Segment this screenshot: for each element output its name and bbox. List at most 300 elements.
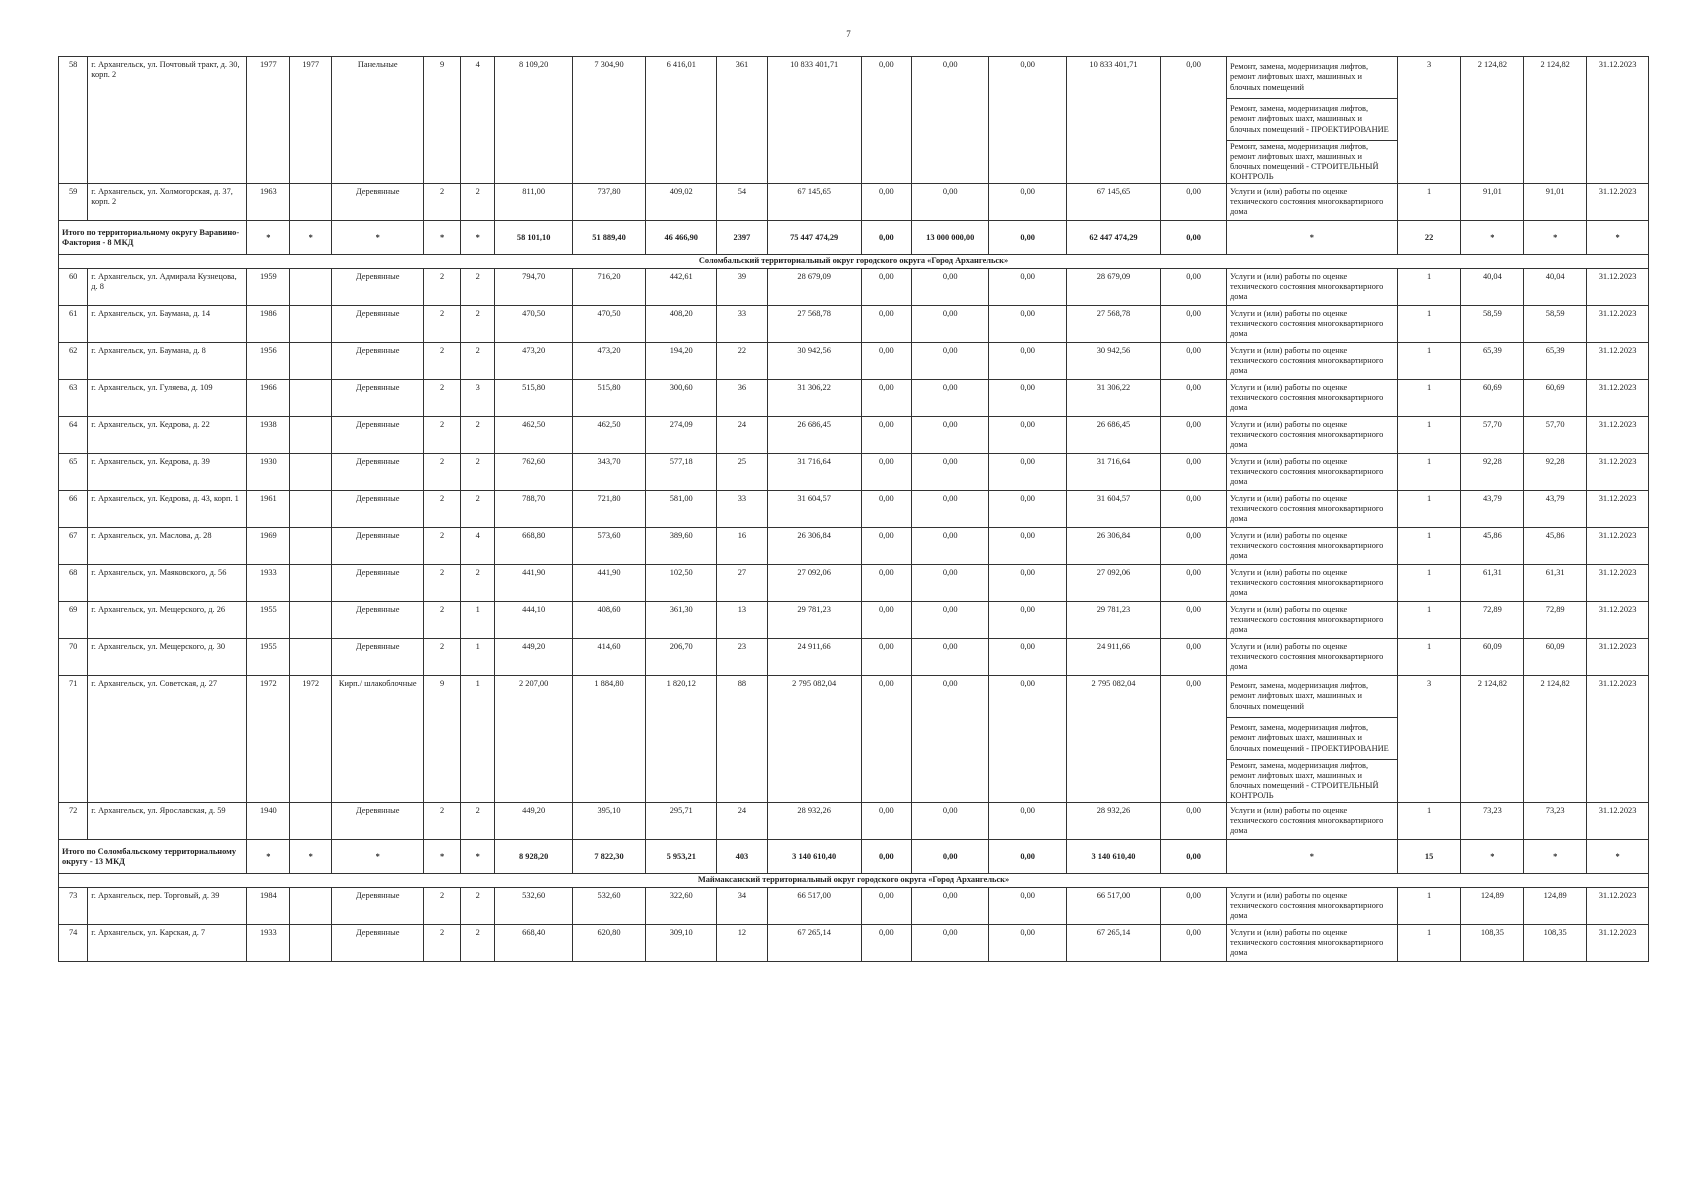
- cost-total-cell: 29 781,23: [767, 602, 861, 639]
- star-placeholder: *: [1587, 840, 1649, 874]
- fund-fed-cell: 0,00: [861, 454, 911, 491]
- year-built-cell: 1986: [247, 306, 290, 343]
- work-count-cell: 1: [1397, 528, 1461, 565]
- fund-fed-cell: 0,00: [861, 491, 911, 528]
- fund-own-cell: 24 911,66: [1066, 639, 1160, 676]
- entrances-cell: 2: [460, 803, 495, 840]
- wall-material-cell: Деревянные: [332, 803, 424, 840]
- year-built-cell: 1959: [247, 269, 290, 306]
- address-cell: г. Архангельск, ул. Мещерского, д. 30: [88, 639, 247, 676]
- area-total-cell: 668,40: [495, 925, 572, 962]
- capital-repair-register-table: [58, 56, 1649, 962]
- work-count-cell: 1: [1397, 565, 1461, 602]
- work-count-cell: 1: [1397, 306, 1461, 343]
- table-row: [59, 676, 1649, 803]
- work-type-item: Услуги и (или) работы по оценке технического состояния многоквартирного дома: [1230, 345, 1384, 376]
- fund-reg-cell: 0,00: [911, 925, 988, 962]
- fund-mun-cell: 0,00: [989, 639, 1066, 676]
- total-cost-total: 3 140 610,40: [767, 840, 861, 874]
- fund-reg-cell: 0,00: [911, 602, 988, 639]
- fund-other-cell: 0,00: [1161, 676, 1227, 803]
- work-count-cell: 1: [1397, 491, 1461, 528]
- fund-own-cell: 28 679,09: [1066, 269, 1160, 306]
- unit-cost-cell: 43,79: [1461, 491, 1524, 528]
- work-count-cell: 1: [1397, 888, 1461, 925]
- area-total-cell: 788,70: [495, 491, 572, 528]
- area-res-cell: 462,50: [572, 417, 645, 454]
- total-fund-reg: 13 000 000,00: [911, 221, 988, 255]
- unit-cost-cell: 45,86: [1461, 528, 1524, 565]
- area-res-cell: 532,60: [572, 888, 645, 925]
- total-work-count: 22: [1397, 221, 1461, 255]
- district-header-row: [59, 255, 1649, 269]
- entrances-cell: 2: [460, 269, 495, 306]
- max-cost-cell: 58,59: [1524, 306, 1587, 343]
- deadline-cell: 31.12.2023: [1587, 602, 1649, 639]
- row-number: 71: [59, 676, 88, 803]
- area-own-cell: 295,71: [646, 803, 717, 840]
- fund-mun-cell: 0,00: [989, 306, 1066, 343]
- residents-cell: 22: [717, 343, 767, 380]
- cost-total-cell: 66 517,00: [767, 888, 861, 925]
- fund-reg-cell: 0,00: [911, 639, 988, 676]
- residents-cell: 54: [717, 184, 767, 221]
- residents-cell: 24: [717, 803, 767, 840]
- work-type-item: Ремонт, замена, модернизация лифтов, ремонт лифтовых шахт, машинных и блочных помещений - СТРОИТЕЛЬНЫЙ КОНТРОЛЬ: [1230, 141, 1379, 182]
- wall-material-cell: Деревянные: [332, 269, 424, 306]
- area-total-cell: 762,60: [495, 454, 572, 491]
- total-area-res: 51 889,40: [572, 221, 645, 255]
- star-placeholder: *: [424, 840, 461, 874]
- area-own-cell: 102,50: [646, 565, 717, 602]
- floors-cell: 2: [424, 269, 461, 306]
- fund-own-cell: 29 781,23: [1066, 602, 1160, 639]
- area-total-cell: 449,20: [495, 639, 572, 676]
- work-type-cell: [1227, 528, 1398, 565]
- work-type-item: Услуги и (или) работы по оценке технического состояния многоквартирного дома: [1230, 382, 1384, 413]
- fund-reg-cell: 0,00: [911, 565, 988, 602]
- fund-own-cell: 27 568,78: [1066, 306, 1160, 343]
- row-number: 64: [59, 417, 88, 454]
- area-res-cell: 473,20: [572, 343, 645, 380]
- max-cost-cell: 2 124,82: [1524, 676, 1587, 803]
- address-cell: г. Архангельск, ул. Мещерского, д. 26: [88, 602, 247, 639]
- year-renovation-cell: [290, 639, 332, 676]
- max-cost-cell: 61,31: [1524, 565, 1587, 602]
- row-number: 67: [59, 528, 88, 565]
- unit-cost-cell: 60,69: [1461, 380, 1524, 417]
- work-type-item: Услуги и (или) работы по оценке технического состояния многоквартирного дома: [1230, 456, 1384, 487]
- area-res-cell: 408,60: [572, 602, 645, 639]
- work-type-item: Услуги и (или) работы по оценке технического состояния многоквартирного дома: [1230, 271, 1384, 302]
- deadline-cell: 31.12.2023: [1587, 639, 1649, 676]
- address-cell: г. Архангельск, ул. Маяковского, д. 56: [88, 565, 247, 602]
- fund-own-cell: 26 686,45: [1066, 417, 1160, 454]
- work-type-item: Ремонт, замена, модернизация лифтов, ремонт лифтовых шахт, машинных и блочных помещений: [1227, 57, 1397, 99]
- cost-total-cell: 28 932,26: [767, 803, 861, 840]
- work-type-item: Ремонт, замена, модернизация лифтов, ремонт лифтовых шахт, машинных и блочных помещений - ПРОЕКТИРОВАНИЕ: [1227, 718, 1397, 760]
- work-type-item: Ремонт, замена, модернизация лифтов, ремонт лифтовых шахт, машинных и блочных помещений: [1227, 676, 1397, 718]
- max-cost-cell: 40,04: [1524, 269, 1587, 306]
- star-placeholder: *: [1524, 221, 1587, 255]
- floors-cell: 9: [424, 57, 461, 184]
- address-cell: г. Архангельск, ул. Карская, д. 7: [88, 925, 247, 962]
- entrances-cell: 2: [460, 565, 495, 602]
- area-res-cell: 1 884,80: [572, 676, 645, 803]
- cost-total-cell: 26 306,84: [767, 528, 861, 565]
- work-type-cell: [1227, 602, 1398, 639]
- unit-cost-cell: 65,39: [1461, 343, 1524, 380]
- area-total-cell: 441,90: [495, 565, 572, 602]
- fund-own-cell: 66 517,00: [1066, 888, 1160, 925]
- work-type-cell: [1227, 888, 1398, 925]
- work-count-cell: 1: [1397, 803, 1461, 840]
- work-type-item: Ремонт, замена, модернизация лифтов, ремонт лифтовых шахт, машинных и блочных помещений - ПРОЕКТИРОВАНИЕ: [1227, 99, 1397, 141]
- area-res-cell: 737,80: [572, 184, 645, 221]
- district-header-row: [59, 874, 1649, 888]
- star-placeholder: *: [332, 840, 424, 874]
- year-renovation-cell: [290, 306, 332, 343]
- work-type-cell: [1227, 454, 1398, 491]
- cost-total-cell: 2 795 082,04: [767, 676, 861, 803]
- table-row: [59, 925, 1649, 962]
- area-own-cell: 322,60: [646, 888, 717, 925]
- work-type-cell: [1227, 676, 1398, 803]
- fund-own-cell: 67 265,14: [1066, 925, 1160, 962]
- fund-fed-cell: 0,00: [861, 343, 911, 380]
- total-area-own: 46 466,90: [646, 221, 717, 255]
- star-placeholder: *: [460, 221, 495, 255]
- star-placeholder: *: [460, 840, 495, 874]
- residents-cell: 25: [717, 454, 767, 491]
- district-total-row: [59, 221, 1649, 255]
- total-fund-own: 62 447 474,29: [1066, 221, 1160, 255]
- area-own-cell: 1 820,12: [646, 676, 717, 803]
- work-count-cell: 1: [1397, 380, 1461, 417]
- area-own-cell: 442,61: [646, 269, 717, 306]
- total-fund-fed: 0,00: [861, 221, 911, 255]
- address-cell: г. Архангельск, ул. Баумана, д. 14: [88, 306, 247, 343]
- max-cost-cell: 60,69: [1524, 380, 1587, 417]
- fund-mun-cell: 0,00: [989, 57, 1066, 184]
- address-cell: г. Архангельск, ул. Советская, д. 27: [88, 676, 247, 803]
- work-type-cell: [1227, 925, 1398, 962]
- year-built-cell: 1961: [247, 491, 290, 528]
- star-placeholder: *: [1227, 221, 1398, 255]
- fund-other-cell: 0,00: [1161, 343, 1227, 380]
- row-number: 73: [59, 888, 88, 925]
- total-work-count: 15: [1397, 840, 1461, 874]
- star-placeholder: *: [332, 221, 424, 255]
- year-renovation-cell: [290, 491, 332, 528]
- address-cell: г. Архангельск, ул. Баумана, д. 8: [88, 343, 247, 380]
- work-count-cell: 1: [1397, 639, 1461, 676]
- wall-material-cell: Деревянные: [332, 565, 424, 602]
- deadline-cell: 31.12.2023: [1587, 306, 1649, 343]
- fund-own-cell: 26 306,84: [1066, 528, 1160, 565]
- fund-reg-cell: 0,00: [911, 528, 988, 565]
- area-own-cell: 409,02: [646, 184, 717, 221]
- year-renovation-cell: [290, 417, 332, 454]
- entrances-cell: 2: [460, 306, 495, 343]
- work-type-cell: [1227, 380, 1398, 417]
- floors-cell: 2: [424, 528, 461, 565]
- year-built-cell: 1969: [247, 528, 290, 565]
- year-built-cell: 1956: [247, 343, 290, 380]
- entrances-cell: 4: [460, 528, 495, 565]
- fund-other-cell: 0,00: [1161, 184, 1227, 221]
- row-number: 63: [59, 380, 88, 417]
- deadline-cell: 31.12.2023: [1587, 57, 1649, 184]
- fund-mun-cell: 0,00: [989, 454, 1066, 491]
- star-placeholder: *: [247, 221, 290, 255]
- address-cell: г. Архангельск, ул. Кедрова, д. 43, корп. 1: [88, 491, 247, 528]
- table-row: [59, 888, 1649, 925]
- fund-reg-cell: 0,00: [911, 57, 988, 184]
- floors-cell: 2: [424, 803, 461, 840]
- area-total-cell: 668,80: [495, 528, 572, 565]
- entrances-cell: 1: [460, 602, 495, 639]
- fund-other-cell: 0,00: [1161, 380, 1227, 417]
- address-cell: г. Архангельск, ул. Кедрова, д. 22: [88, 417, 247, 454]
- deadline-cell: 31.12.2023: [1587, 269, 1649, 306]
- residents-cell: 13: [717, 602, 767, 639]
- table-row: [59, 565, 1649, 602]
- row-number: 59: [59, 184, 88, 221]
- work-type-item: Услуги и (или) работы по оценке технического состояния многоквартирного дома: [1230, 419, 1384, 450]
- area-own-cell: 206,70: [646, 639, 717, 676]
- fund-mun-cell: 0,00: [989, 602, 1066, 639]
- work-type-item: Услуги и (или) работы по оценке технического состояния многоквартирного дома: [1230, 641, 1384, 672]
- fund-mun-cell: 0,00: [989, 380, 1066, 417]
- area-own-cell: 581,00: [646, 491, 717, 528]
- work-type-cell: [1227, 184, 1398, 221]
- max-cost-cell: 73,23: [1524, 803, 1587, 840]
- cost-total-cell: 67 265,14: [767, 925, 861, 962]
- total-area-total: 8 928,20: [495, 840, 572, 874]
- row-number: 74: [59, 925, 88, 962]
- cost-total-cell: 27 092,06: [767, 565, 861, 602]
- fund-other-cell: 0,00: [1161, 528, 1227, 565]
- fund-mun-cell: 0,00: [989, 417, 1066, 454]
- star-placeholder: *: [1227, 840, 1398, 874]
- area-total-cell: 794,70: [495, 269, 572, 306]
- fund-own-cell: 31 604,57: [1066, 491, 1160, 528]
- area-res-cell: 721,80: [572, 491, 645, 528]
- fund-other-cell: 0,00: [1161, 269, 1227, 306]
- area-own-cell: 6 416,01: [646, 57, 717, 184]
- area-res-cell: 515,80: [572, 380, 645, 417]
- area-res-cell: 414,60: [572, 639, 645, 676]
- row-number: 62: [59, 343, 88, 380]
- cost-total-cell: 31 716,64: [767, 454, 861, 491]
- area-own-cell: 309,10: [646, 925, 717, 962]
- fund-own-cell: 31 306,22: [1066, 380, 1160, 417]
- residents-cell: 34: [717, 888, 767, 925]
- fund-mun-cell: 0,00: [989, 269, 1066, 306]
- page-number: 7: [846, 29, 851, 39]
- fund-fed-cell: 0,00: [861, 528, 911, 565]
- fund-mun-cell: 0,00: [989, 925, 1066, 962]
- year-renovation-cell: 1977: [290, 57, 332, 184]
- unit-cost-cell: 60,09: [1461, 639, 1524, 676]
- table-row: [59, 602, 1649, 639]
- total-residents: 403: [717, 840, 767, 874]
- entrances-cell: 2: [460, 417, 495, 454]
- unit-cost-cell: 91,01: [1461, 184, 1524, 221]
- deadline-cell: 31.12.2023: [1587, 888, 1649, 925]
- cost-total-cell: 67 145,65: [767, 184, 861, 221]
- wall-material-cell: Кирп./ шлакоблочные: [332, 676, 424, 803]
- unit-cost-cell: 57,70: [1461, 417, 1524, 454]
- work-type-item: Услуги и (или) работы по оценке технического состояния многоквартирного дома: [1230, 604, 1384, 635]
- area-total-cell: 515,80: [495, 380, 572, 417]
- year-renovation-cell: [290, 269, 332, 306]
- address-cell: г. Архангельск, ул. Кедрова, д. 39: [88, 454, 247, 491]
- floors-cell: 2: [424, 343, 461, 380]
- area-res-cell: 620,80: [572, 925, 645, 962]
- floors-cell: 2: [424, 306, 461, 343]
- year-built-cell: 1933: [247, 565, 290, 602]
- area-res-cell: 395,10: [572, 803, 645, 840]
- deadline-cell: 31.12.2023: [1587, 343, 1649, 380]
- floors-cell: 2: [424, 184, 461, 221]
- year-built-cell: 1955: [247, 602, 290, 639]
- year-built-cell: 1933: [247, 925, 290, 962]
- total-area-total: 58 101,10: [495, 221, 572, 255]
- wall-material-cell: Деревянные: [332, 491, 424, 528]
- fund-own-cell: 28 932,26: [1066, 803, 1160, 840]
- floors-cell: 2: [424, 565, 461, 602]
- year-built-cell: 1938: [247, 417, 290, 454]
- table-row: [59, 803, 1649, 840]
- area-total-cell: 444,10: [495, 602, 572, 639]
- year-renovation-cell: 1972: [290, 676, 332, 803]
- work-type-item: Услуги и (или) работы по оценке технического состояния многоквартирного дома: [1230, 493, 1384, 524]
- entrances-cell: 2: [460, 184, 495, 221]
- year-renovation-cell: [290, 602, 332, 639]
- fund-mun-cell: 0,00: [989, 184, 1066, 221]
- fund-reg-cell: 0,00: [911, 269, 988, 306]
- fund-other-cell: 0,00: [1161, 491, 1227, 528]
- total-fund-mun: 0,00: [989, 221, 1066, 255]
- work-count-cell: 3: [1397, 676, 1461, 803]
- work-count-cell: 1: [1397, 602, 1461, 639]
- unit-cost-cell: 73,23: [1461, 803, 1524, 840]
- year-renovation-cell: [290, 803, 332, 840]
- cost-total-cell: 24 911,66: [767, 639, 861, 676]
- fund-reg-cell: 0,00: [911, 417, 988, 454]
- work-count-cell: 1: [1397, 269, 1461, 306]
- cost-total-cell: 30 942,56: [767, 343, 861, 380]
- max-cost-cell: 45,86: [1524, 528, 1587, 565]
- fund-reg-cell: 0,00: [911, 888, 988, 925]
- total-residents: 2397: [717, 221, 767, 255]
- wall-material-cell: Деревянные: [332, 925, 424, 962]
- fund-other-cell: 0,00: [1161, 417, 1227, 454]
- entrances-cell: 3: [460, 380, 495, 417]
- table-row: [59, 184, 1649, 221]
- floors-cell: 2: [424, 925, 461, 962]
- row-number: 66: [59, 491, 88, 528]
- unit-cost-cell: 2 124,82: [1461, 57, 1524, 184]
- area-own-cell: 408,20: [646, 306, 717, 343]
- fund-reg-cell: 0,00: [911, 676, 988, 803]
- unit-cost-cell: 92,28: [1461, 454, 1524, 491]
- max-cost-cell: 57,70: [1524, 417, 1587, 454]
- max-cost-cell: 124,89: [1524, 888, 1587, 925]
- fund-reg-cell: 0,00: [911, 380, 988, 417]
- fund-other-cell: 0,00: [1161, 454, 1227, 491]
- work-type-item: Услуги и (или) работы по оценке технического состояния многоквартирного дома: [1230, 890, 1384, 921]
- residents-cell: 16: [717, 528, 767, 565]
- area-total-cell: 449,20: [495, 803, 572, 840]
- entrances-cell: 1: [460, 676, 495, 803]
- area-res-cell: 716,20: [572, 269, 645, 306]
- cost-total-cell: 10 833 401,71: [767, 57, 861, 184]
- residents-cell: 33: [717, 491, 767, 528]
- area-res-cell: 441,90: [572, 565, 645, 602]
- year-renovation-cell: [290, 565, 332, 602]
- fund-mun-cell: 0,00: [989, 528, 1066, 565]
- residents-cell: 12: [717, 925, 767, 962]
- area-res-cell: 470,50: [572, 306, 645, 343]
- star-placeholder: *: [1587, 221, 1649, 255]
- area-total-cell: 462,50: [495, 417, 572, 454]
- row-number: 58: [59, 57, 88, 184]
- year-built-cell: 1977: [247, 57, 290, 184]
- area-own-cell: 274,09: [646, 417, 717, 454]
- work-count-cell: 1: [1397, 343, 1461, 380]
- address-cell: г. Архангельск, ул. Почтовый тракт, д. 30, корп. 2: [88, 57, 247, 184]
- max-cost-cell: 2 124,82: [1524, 57, 1587, 184]
- floors-cell: 2: [424, 454, 461, 491]
- star-placeholder: *: [1524, 840, 1587, 874]
- deadline-cell: 31.12.2023: [1587, 565, 1649, 602]
- wall-material-cell: Панельные: [332, 57, 424, 184]
- fund-reg-cell: 0,00: [911, 306, 988, 343]
- fund-other-cell: 0,00: [1161, 306, 1227, 343]
- fund-fed-cell: 0,00: [861, 602, 911, 639]
- row-number: 68: [59, 565, 88, 602]
- table-row: [59, 380, 1649, 417]
- unit-cost-cell: 124,89: [1461, 888, 1524, 925]
- max-cost-cell: 92,28: [1524, 454, 1587, 491]
- max-cost-cell: 91,01: [1524, 184, 1587, 221]
- work-type-cell: [1227, 269, 1398, 306]
- work-count-cell: 1: [1397, 925, 1461, 962]
- wall-material-cell: Деревянные: [332, 184, 424, 221]
- area-own-cell: 577,18: [646, 454, 717, 491]
- fund-own-cell: 10 833 401,71: [1066, 57, 1160, 184]
- floors-cell: 9: [424, 676, 461, 803]
- entrances-cell: 1: [460, 639, 495, 676]
- entrances-cell: 2: [460, 888, 495, 925]
- fund-own-cell: 31 716,64: [1066, 454, 1160, 491]
- total-fund-reg: 0,00: [911, 840, 988, 874]
- deadline-cell: 31.12.2023: [1587, 454, 1649, 491]
- max-cost-cell: 108,35: [1524, 925, 1587, 962]
- year-built-cell: 1972: [247, 676, 290, 803]
- entrances-cell: 2: [460, 491, 495, 528]
- district-total-row: [59, 840, 1649, 874]
- entrances-cell: 2: [460, 454, 495, 491]
- residents-cell: 24: [717, 417, 767, 454]
- year-built-cell: 1963: [247, 184, 290, 221]
- deadline-cell: 31.12.2023: [1587, 528, 1649, 565]
- fund-fed-cell: 0,00: [861, 380, 911, 417]
- work-type-cell: [1227, 306, 1398, 343]
